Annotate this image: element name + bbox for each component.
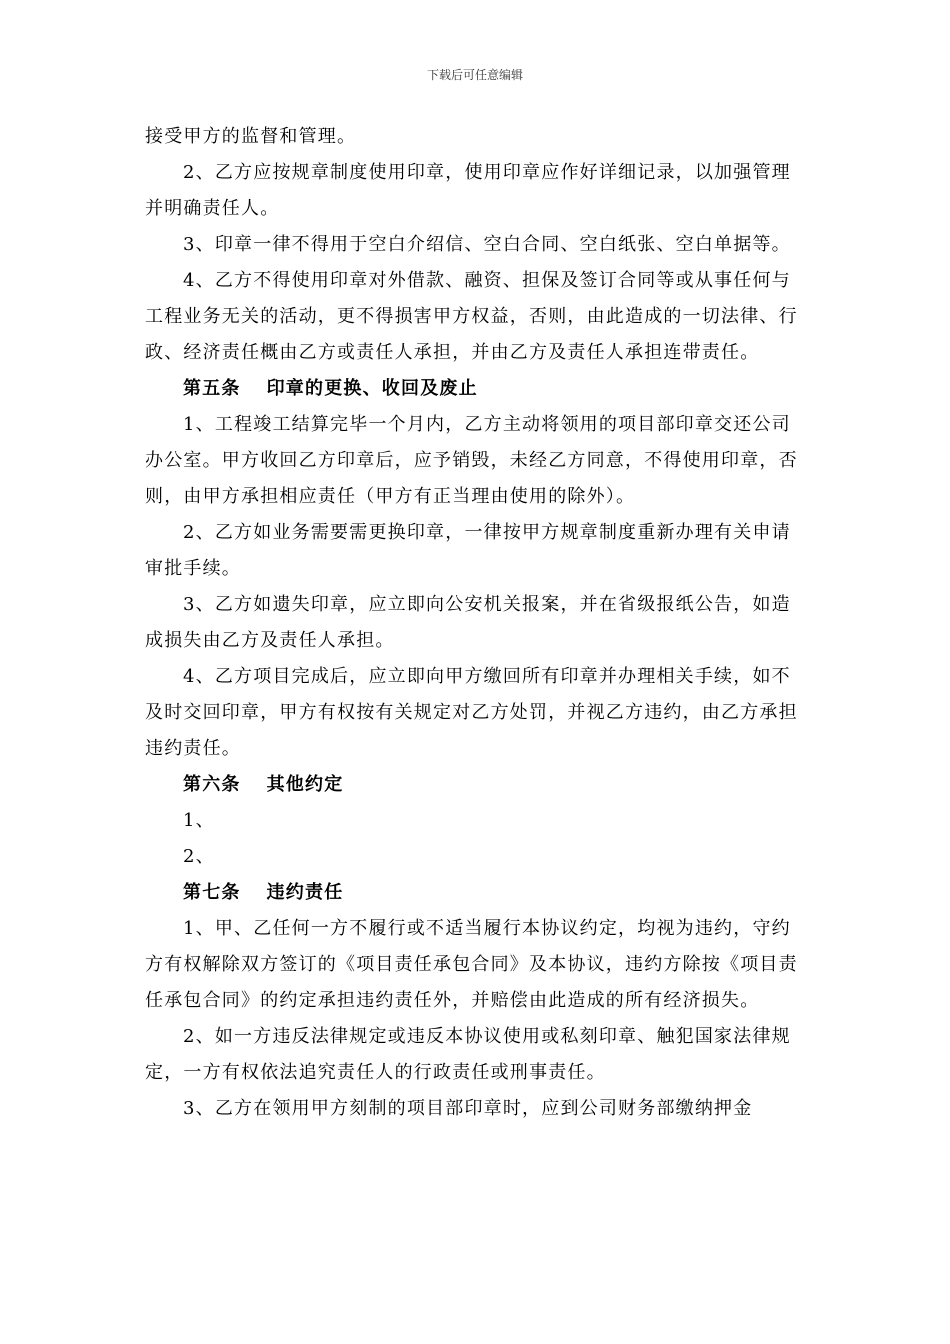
paragraph: 1、工程竣工结算完毕一个月内，乙方主动将领用的项目部印章交还公司办公室。甲方收回乙方印章后，应予销毁，未经乙方同意，不得使用印章，否则，由甲方承担相应责任（甲方有正当理由使用的除外）。 — [145, 414, 798, 507]
paragraph: 1、甲、乙任何一方不履行或不适当履行本协议约定，均视为违约，守约方有权解除双方签订的《项目责任承包合同》及本协议，违约方除按《项目责任承包合同》的约定承担违约责任外，并赔偿由此造成的所有经济损失。 — [145, 918, 798, 1011]
section-heading — [145, 767, 805, 803]
paragraph: 2、 — [183, 846, 215, 867]
page-header: 下载后可任意编辑 — [426, 68, 523, 82]
paragraph: 接受甲方的监督和管理。 — [145, 126, 357, 147]
section-title: 其他约定 — [266, 774, 344, 795]
section-heading — [145, 875, 805, 911]
section-title: 违约责任 — [266, 882, 344, 903]
paragraph: 3、印章一律不得用于空白介绍信、空白合同、空白纸张、空白单据等。 — [183, 234, 791, 255]
section-heading — [145, 371, 805, 407]
section-number: 第七条 — [183, 882, 241, 903]
paragraph: 2、如一方违反法律规定或违反本协议使用或私刻印章、触犯国家法律规定，一方有权依法追究责任人的行政责任或刑事责任。 — [145, 1026, 791, 1083]
paragraph: 3、乙方在领用甲方刻制的项目部印章时，应到公司财务部缴纳押金 — [183, 1098, 753, 1119]
paragraph: 1、 — [183, 810, 215, 831]
section-title: 印章的更换、收回及废止 — [266, 378, 478, 399]
paragraph: 3、乙方如遗失印章，应立即向公安机关报案，并在省级报纸公告，如造成损失由乙方及责任人承担。 — [145, 594, 791, 651]
section-number: 第五条 — [183, 378, 241, 399]
paragraph: 2、乙方如业务需要需更换印章，一律按甲方规章制度重新办理有关申请审批手续。 — [145, 522, 791, 579]
document-body — [145, 119, 805, 1127]
paragraph: 2、乙方应按规章制度使用印章，使用印章应作好详细记录，以加强管理并明确责任人。 — [145, 162, 791, 219]
section-number: 第六条 — [183, 774, 241, 795]
paragraph: 4、乙方不得使用印章对外借款、融资、担保及签订合同等或从事任何与工程业务无关的活动，更不得损害甲方权益，否则，由此造成的一切法律、行政、经济责任概由乙方或责任人承担，并由乙方及责任人承担连带责任。 — [145, 270, 798, 363]
paragraph: 4、乙方项目完成后，应立即向甲方缴回所有印章并办理相关手续，如不及时交回印章，甲方有权按有关规定对乙方处罚，并视乙方违约，由乙方承担违约责任。 — [145, 666, 798, 759]
